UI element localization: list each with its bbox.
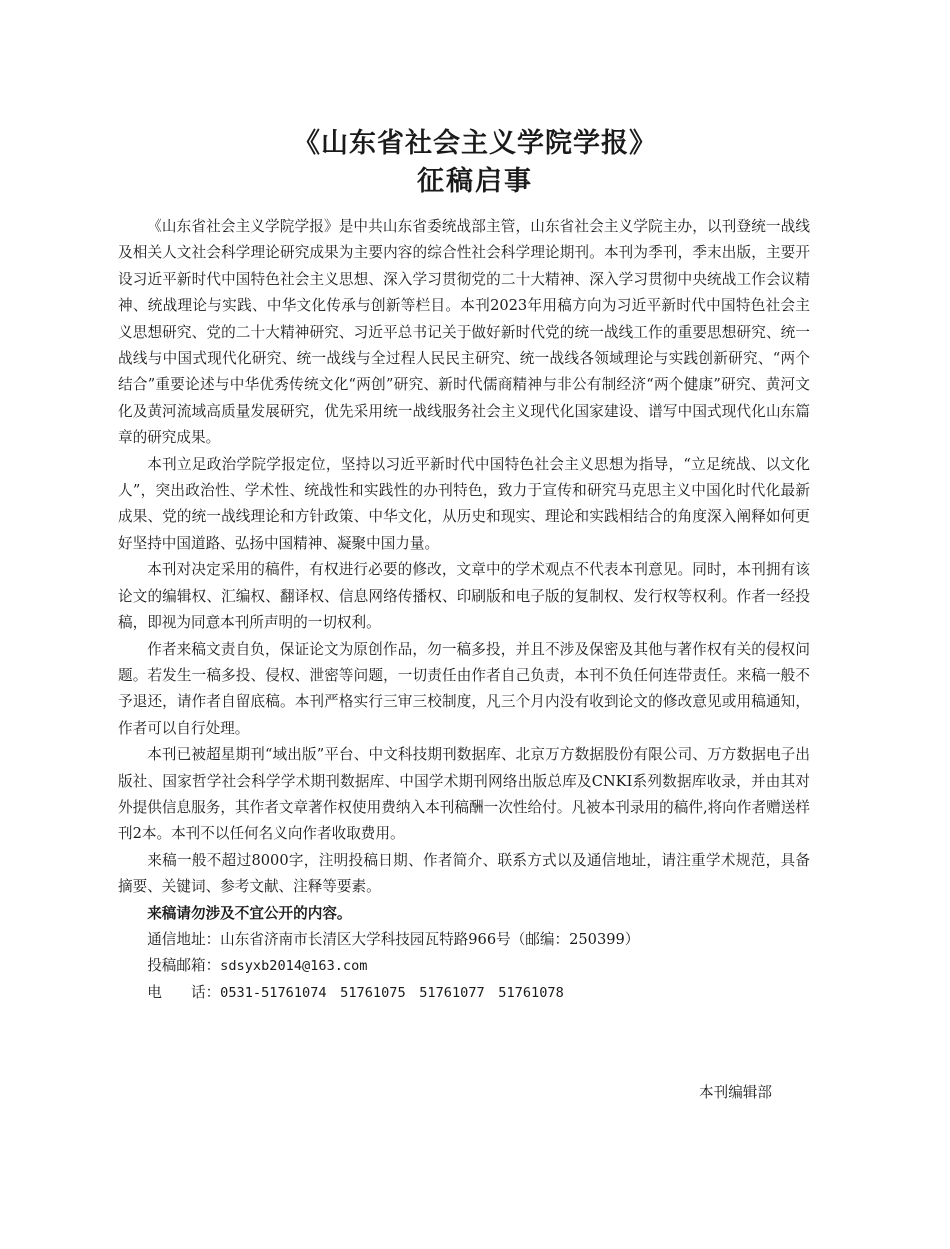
- email-label: 投稿邮箱：: [147, 957, 221, 975]
- journal-title: 《山东省社会主义学院学报》: [293, 128, 657, 159]
- phone-label: 电 话：: [147, 983, 221, 1001]
- page-subtitle: 征稿启事: [417, 166, 533, 197]
- confidentiality-notice: 来稿请勿涉及不宜公开的内容。: [147, 904, 352, 922]
- address-value: 山东省济南市长清区大学科技园瓦特路966号（邮编：250399）: [220, 930, 640, 948]
- contact-address: [118, 927, 810, 953]
- phone-value: 0531-51761074 51761075 51761077 51761078: [220, 984, 564, 1001]
- paragraph-requirements: 来稿一般不超过8000字，注明投稿日期、作者简介、联系方式以及通信地址，请注重学术规范，具备摘要、关键词、参考文献、注释等要素。: [118, 851, 810, 896]
- contact-email: [118, 953, 810, 979]
- announcement-body: [118, 214, 810, 1006]
- paragraph-responsibility: 作者来稿文责自负，保证论文为原创作品，勿一稿多投，并且不涉及保密及其他与著作权有关的侵权问题。若发生一稿多投、侵权、泄密等问题，一切责任由作者自己负责，本刊不负任何连带责任。来稿一般不予退还，请作者自留底稿。本刊严格实行三审三校制度，凡三个月内没有收到论文的修改意见或用稿通知，作者可以自行处理。: [118, 640, 810, 737]
- title-block: [0, 126, 950, 200]
- email-value: sdsyxb2014@163.com: [220, 958, 368, 975]
- paragraph-indexing: 本刊已被超星期刊“域出版”平台、中文科技期刊数据库、北京万方数据股份有限公司、万方数据电子出版社、国家哲学社会科学学术期刊数据库、中国学术期刊网络出版总库及CNKI系列数据库收录，并由其对外提供信息服务，其作者文章著作权使用费纳入本刊稿酬一次性给付。凡被本刊录用的稿件,将向作者赠送样刊2本。本刊不以任何名义向作者收取费用。: [118, 746, 810, 843]
- contact-phone: [118, 980, 810, 1006]
- paragraph-rights: 本刊对决定采用的稿件，有权进行必要的修改，文章中的学术观点不代表本刊意见。同时，本刊拥有该论文的编辑权、汇编权、翻译权、信息网络传播权、印刷版和电子版的复制权、发行权等权利。作者一经投稿，即视为同意本刊所声明的一切权利。: [118, 561, 810, 632]
- paragraph-positioning: 本刊立足政治学院学报定位，坚持以习近平新时代中国特色社会主义思想为指导，“立足统战、以文化人”，突出政治性、学术性、统战性和实践性的办刊特色，致力于宣传和研究马克思主义中国化时代化最新成果、党的统一战线理论和方针政策、中华文化，从历史和现实、理论和实践相结合的角度深入阐释如何更好坚持中国道路、弘扬中国精神、凝聚中国力量。: [118, 455, 810, 552]
- address-label: 通信地址：: [147, 930, 221, 948]
- paragraph-intro: 《山东省社会主义学院学报》是中共山东省委统战部主管，山东省社会主义学院主办，以刊登统一战线及相关人文社会科学理论研究成果为主要内容的综合性社会科学理论期刊。本刊为季刊，季末出版，主要开设习近平新时代中国特色社会主义思想、深入学习贯彻党的二十大精神、深入学习贯彻中央统战工作会议精神、统战理论与实践、中华文化传承与创新等栏目。本刊2023年用稿方向为习近平新时代中国特色社会主义思想研究、党的二十大精神研究、习近平总书记关于做好新时代党的统一战线工作的重要思想研究、统一战线与中国式现代化研究、统一战线与全过程人民民主研究、统一战线各领域理论与实践创新研究、“两个结合”重要论述与中华优秀传统文化“两创”研究、新时代儒商精神与非公有制经济“两个健康”研究、黄河文化及黄河流域高质量发展研究，优先采用统一战线服务社会主义现代化国家建设、谱写中国式现代化山东篇章的研究成果。: [118, 218, 810, 447]
- editorial-signature: 本刊编辑部: [699, 1084, 772, 1101]
